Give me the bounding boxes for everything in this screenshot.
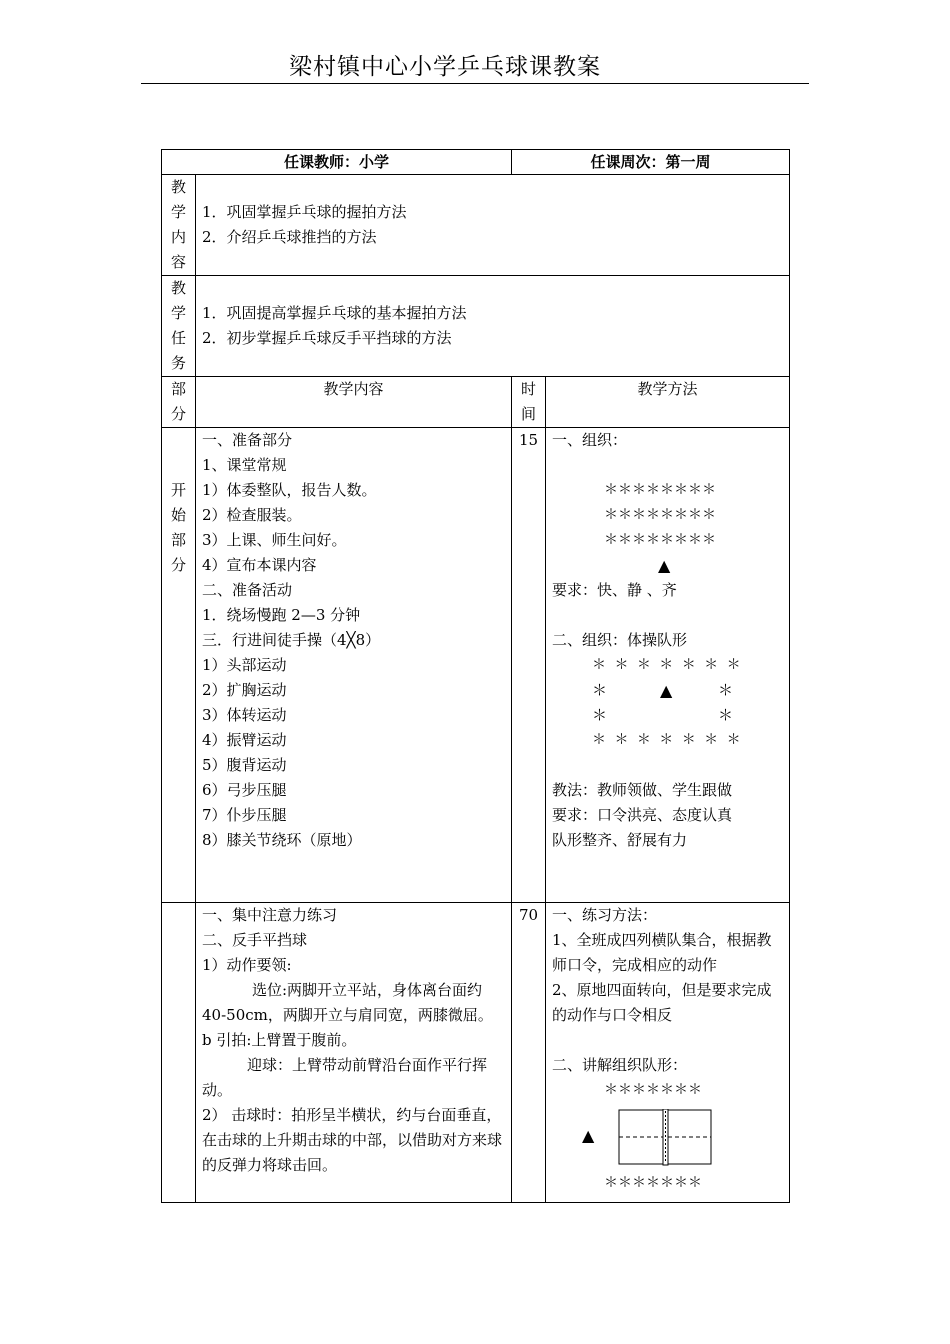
col-content: 教学内容: [196, 377, 512, 428]
students-row-bottom: ＊＊＊＊＊＊＊: [604, 1175, 703, 1191]
start-time: 15: [512, 428, 546, 903]
document-title: 梁村镇中心小学乒乓球课教案: [289, 54, 601, 80]
basic-time: 70: [512, 903, 546, 1203]
teacher-triangle-icon: ▲: [660, 681, 673, 700]
start-part-label: 开 始 部 分: [162, 428, 196, 903]
start-method: 一、组织： ＊＊＊＊＊＊＊＊ ＊＊＊＊＊＊＊＊ ＊＊＊＊＊＊＊＊ ▲ 要求：快、静 、齐 二、组织：体操队形 ＊ ＊ ＊ ＊ ＊ ＊ ＊ ＊ ▲ ＊ ＊ ＊ ＊ ＊ ＊ ＊ ＊ ＊ ＊ 教法：教师领做、学生跟做 要求：口令洪亮、态度认真 队形整齐、舒展有力: [546, 428, 790, 903]
task-item: 2．初步掌握乒乓球反手平挡球的方法: [202, 329, 452, 347]
gym-formation-bottom: ＊ ＊ ＊ ＊ ＊ ＊ ＊: [592, 732, 741, 748]
content-item: 1．巩固掌握乒乓球的握拍方法: [202, 203, 407, 221]
teacher-triangle-icon: ▲: [582, 1126, 595, 1145]
lesson-plan-table: [161, 149, 790, 1203]
gym-formation-top: ＊ ＊ ＊ ＊ ＊ ＊ ＊: [592, 657, 741, 673]
table-tennis-diagram: [552, 1105, 783, 1171]
gym-formation-side: ＊ ＊: [592, 706, 734, 724]
content-label: 教 学 内 容: [162, 175, 196, 276]
students-row-top: ＊＊＊＊＊＊＊: [604, 1082, 703, 1098]
task-row: [162, 276, 790, 377]
task-item: 1．巩固提高掌握乒乓球的基本握拍方法: [202, 304, 467, 322]
ping-pong-table-icon: [618, 1109, 714, 1167]
formation-row: ＊＊＊＊＊＊＊＊: [604, 482, 717, 498]
col-part: 部 分: [162, 377, 196, 428]
basic-content: 一、集中注意力练习 二、反手平挡球 1）动作要领: 选位:两脚开立平站，身体离台面约 40-50cm，两脚开立与肩同宽，两膝微屈。 b 引拍:上臂置于腹前。 迎球：上臂带动前臂沿台面作平行挥动。 2） 击球时：拍形呈半横状，约与台面垂直，在击球的上升期击球的中部，以借助对方来球的反弹力将球击回。: [196, 903, 512, 1203]
teacher-cell: 任课教师：小学: [162, 150, 512, 175]
task-items: [196, 276, 790, 377]
task-label: 教 学 任 务: [162, 276, 196, 377]
gym-formation-middle: ＊ ▲ ＊: [552, 678, 783, 703]
start-section-row: [162, 428, 790, 903]
title-divider: [141, 83, 809, 84]
basic-section-row: [162, 903, 790, 1203]
teacher-triangle-icon: ▲: [658, 556, 671, 575]
header-row: [162, 150, 790, 175]
column-header-row: [162, 377, 790, 428]
col-time: 时 间: [512, 377, 546, 428]
content-item: 2．介绍乒乓球推挡的方法: [202, 228, 377, 246]
content-items: [196, 175, 790, 276]
week-cell: 任课周次：第一周: [512, 150, 790, 175]
content-row: [162, 175, 790, 276]
basic-part-label: [162, 903, 196, 1203]
basic-method: 一、练习方法： 1、全班成四列横队集合，根据教师口令，完成相应的动作 2、原地四面转向，但是要求完成的动作与口令相反 二、讲解组织队形： ＊＊＊＊＊＊＊ ▲ ＊＊＊＊＊＊＊: [546, 903, 790, 1203]
col-method: 教学方法: [546, 377, 790, 428]
formation-row: ＊＊＊＊＊＊＊＊: [604, 507, 717, 523]
formation-row: ＊＊＊＊＊＊＊＊: [604, 532, 717, 548]
start-content: 一、准备部分 1、课堂常规 1）体委整队，报告人数。 2）检查服装。 3）上课、师生问好。 4）宣布本课内容 二、准备活动 1．绕场慢跑 2—3 分钟 三．行进间徒手操（4╳8） 1）头部运动 2）扩胸运动 3）体转运动 4）振臂运动 5）腹背运动 6）弓步压腿 7）仆步压腿 8）膝关节绕环（原地）: [196, 428, 512, 903]
